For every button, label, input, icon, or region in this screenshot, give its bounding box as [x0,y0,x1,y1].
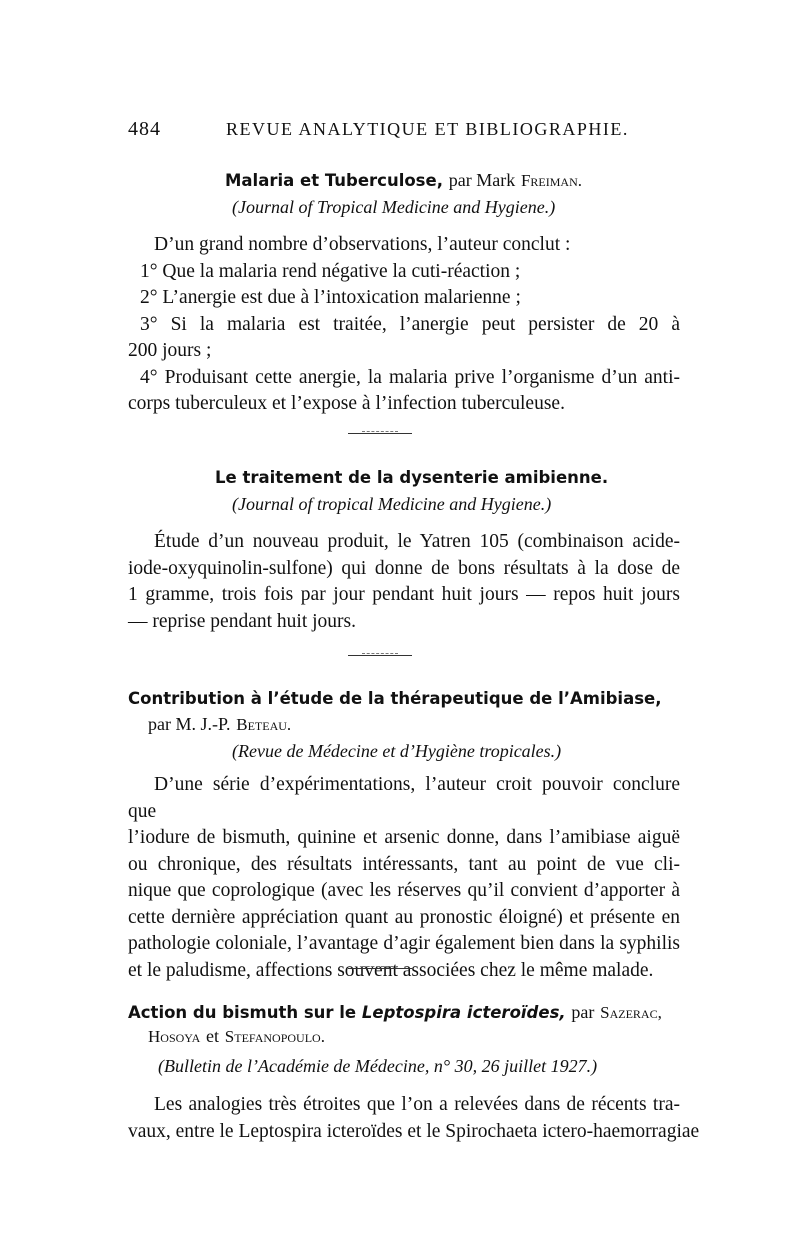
article-4-author-prefix: par [571,1002,595,1022]
body-line: Les analogies très étroites que l’on a relevées dans de récents tra- [154,1094,680,1115]
body-line: 200 jours ; [128,340,212,361]
body-line: 3° Si la malaria est traitée, l’anergie peut persister de 20 à [140,313,680,335]
article-3-source: (Revue de Médecine et d’Hygiène tropicales.) [232,741,562,761]
body-line: vaux, entre le Leptospira icteroïdes et le Spirochaeta ictero-haemorragiae [128,1120,700,1142]
article-3-title: Contribution à l’étude de la thérapeutique de l’Amibiase, [128,689,662,708]
article-4-author-2: Hosoya [148,1027,201,1046]
article-1-author-prefix: par Mark [448,170,516,190]
article-3-heading [128,689,662,708]
body-line: l’iodure de bismuth, quinine et arsenic donne, dans l’amibiase aiguë [128,827,680,848]
journal-title: REVUE ANALYTIQUE ET BIBLIOGRAPHIE. [226,119,629,139]
article-1-author-name: Freiman. [520,171,582,190]
article-3-author-name: Beteau. [236,715,292,734]
body-line: cette dernière appréciation quant au pronostic éloigné) et présente en [128,906,680,928]
article-1-source: (Journal of Tropical Medicine and Hygiene.) [232,197,556,217]
article-2-body [128,529,680,635]
body-line: D’un grand nombre d’observations, l’auteur conclut : [154,234,571,255]
article-4-author-line [148,1026,325,1047]
article-1-body [128,232,680,418]
body-line: Étude d’un nouveau produit, le Yatren 105 (combinaison acide- [154,531,680,552]
body-line: 2° L’anergie est due à l’intoxication malarienne ; [140,287,521,308]
article-2-title: Le traitement de la dysenterie amibienne. [215,468,609,487]
article-3-body [128,772,680,984]
body-line: et le paludisme, affections souvent associées chez le même malade. [128,959,654,981]
article-1-heading [225,170,582,191]
section-divider [348,968,412,969]
article-4-author-1: Sazerac, [600,1003,662,1022]
article-2-heading [215,468,608,487]
article-3-author-prefix: par M. J.-P. [148,714,231,734]
body-line: 1° Que la malaria rend négative la cuti-réaction ; [140,260,521,282]
article-2-source: (Journal of tropical Medicine and Hygiene.) [232,494,552,514]
article-4-title-start: Action du bismuth sur le [128,1003,357,1022]
body-line: D’une série d’expérimentations, l’auteur croit pouvoir conclure que [128,774,680,822]
article-4-author-and: et [206,1026,220,1046]
body-line: 1 gramme, trois fois par jour pendant huit jours — repos huit jours [128,584,680,605]
article-4-source: (Bulletin de l’Académie de Médecine, n° 30, 26 juillet 1927.) [158,1056,598,1076]
body-line: ou chronique, des résultats intéressants, tant au point de vue cli- [128,853,680,875]
section-divider [348,433,412,434]
article-4-heading [128,1002,662,1023]
section-divider [348,655,412,656]
article-4-body [128,1092,700,1145]
body-line: iode-oxyquinolin-sulfone) qui donne de bons résultats à la dose de [128,557,680,579]
body-line: 4° Produisant cette anergie, la malaria prive l’organisme d’un anti- [140,366,680,388]
article-3-author-line [148,714,291,735]
body-line: — reprise pendant huit jours. [128,610,356,632]
body-line: corps tuberculeux et l’expose à l’infection tuberculeuse. [128,393,565,414]
article-4-title-italic: Leptospira icteroïdes, [361,1003,566,1022]
article-1-title: Malaria et Tuberculose, [225,171,443,190]
article-4-author-3: Stefanopoulo. [224,1027,325,1046]
running-head [128,118,688,146]
body-line: pathologie coloniale, l’avantage d’agir également bien dans la syphilis [128,933,680,954]
body-line: nique que coprologique (avec les réserves qu’il convient d’apporter à [128,880,680,901]
page-number: 484 [128,118,161,140]
